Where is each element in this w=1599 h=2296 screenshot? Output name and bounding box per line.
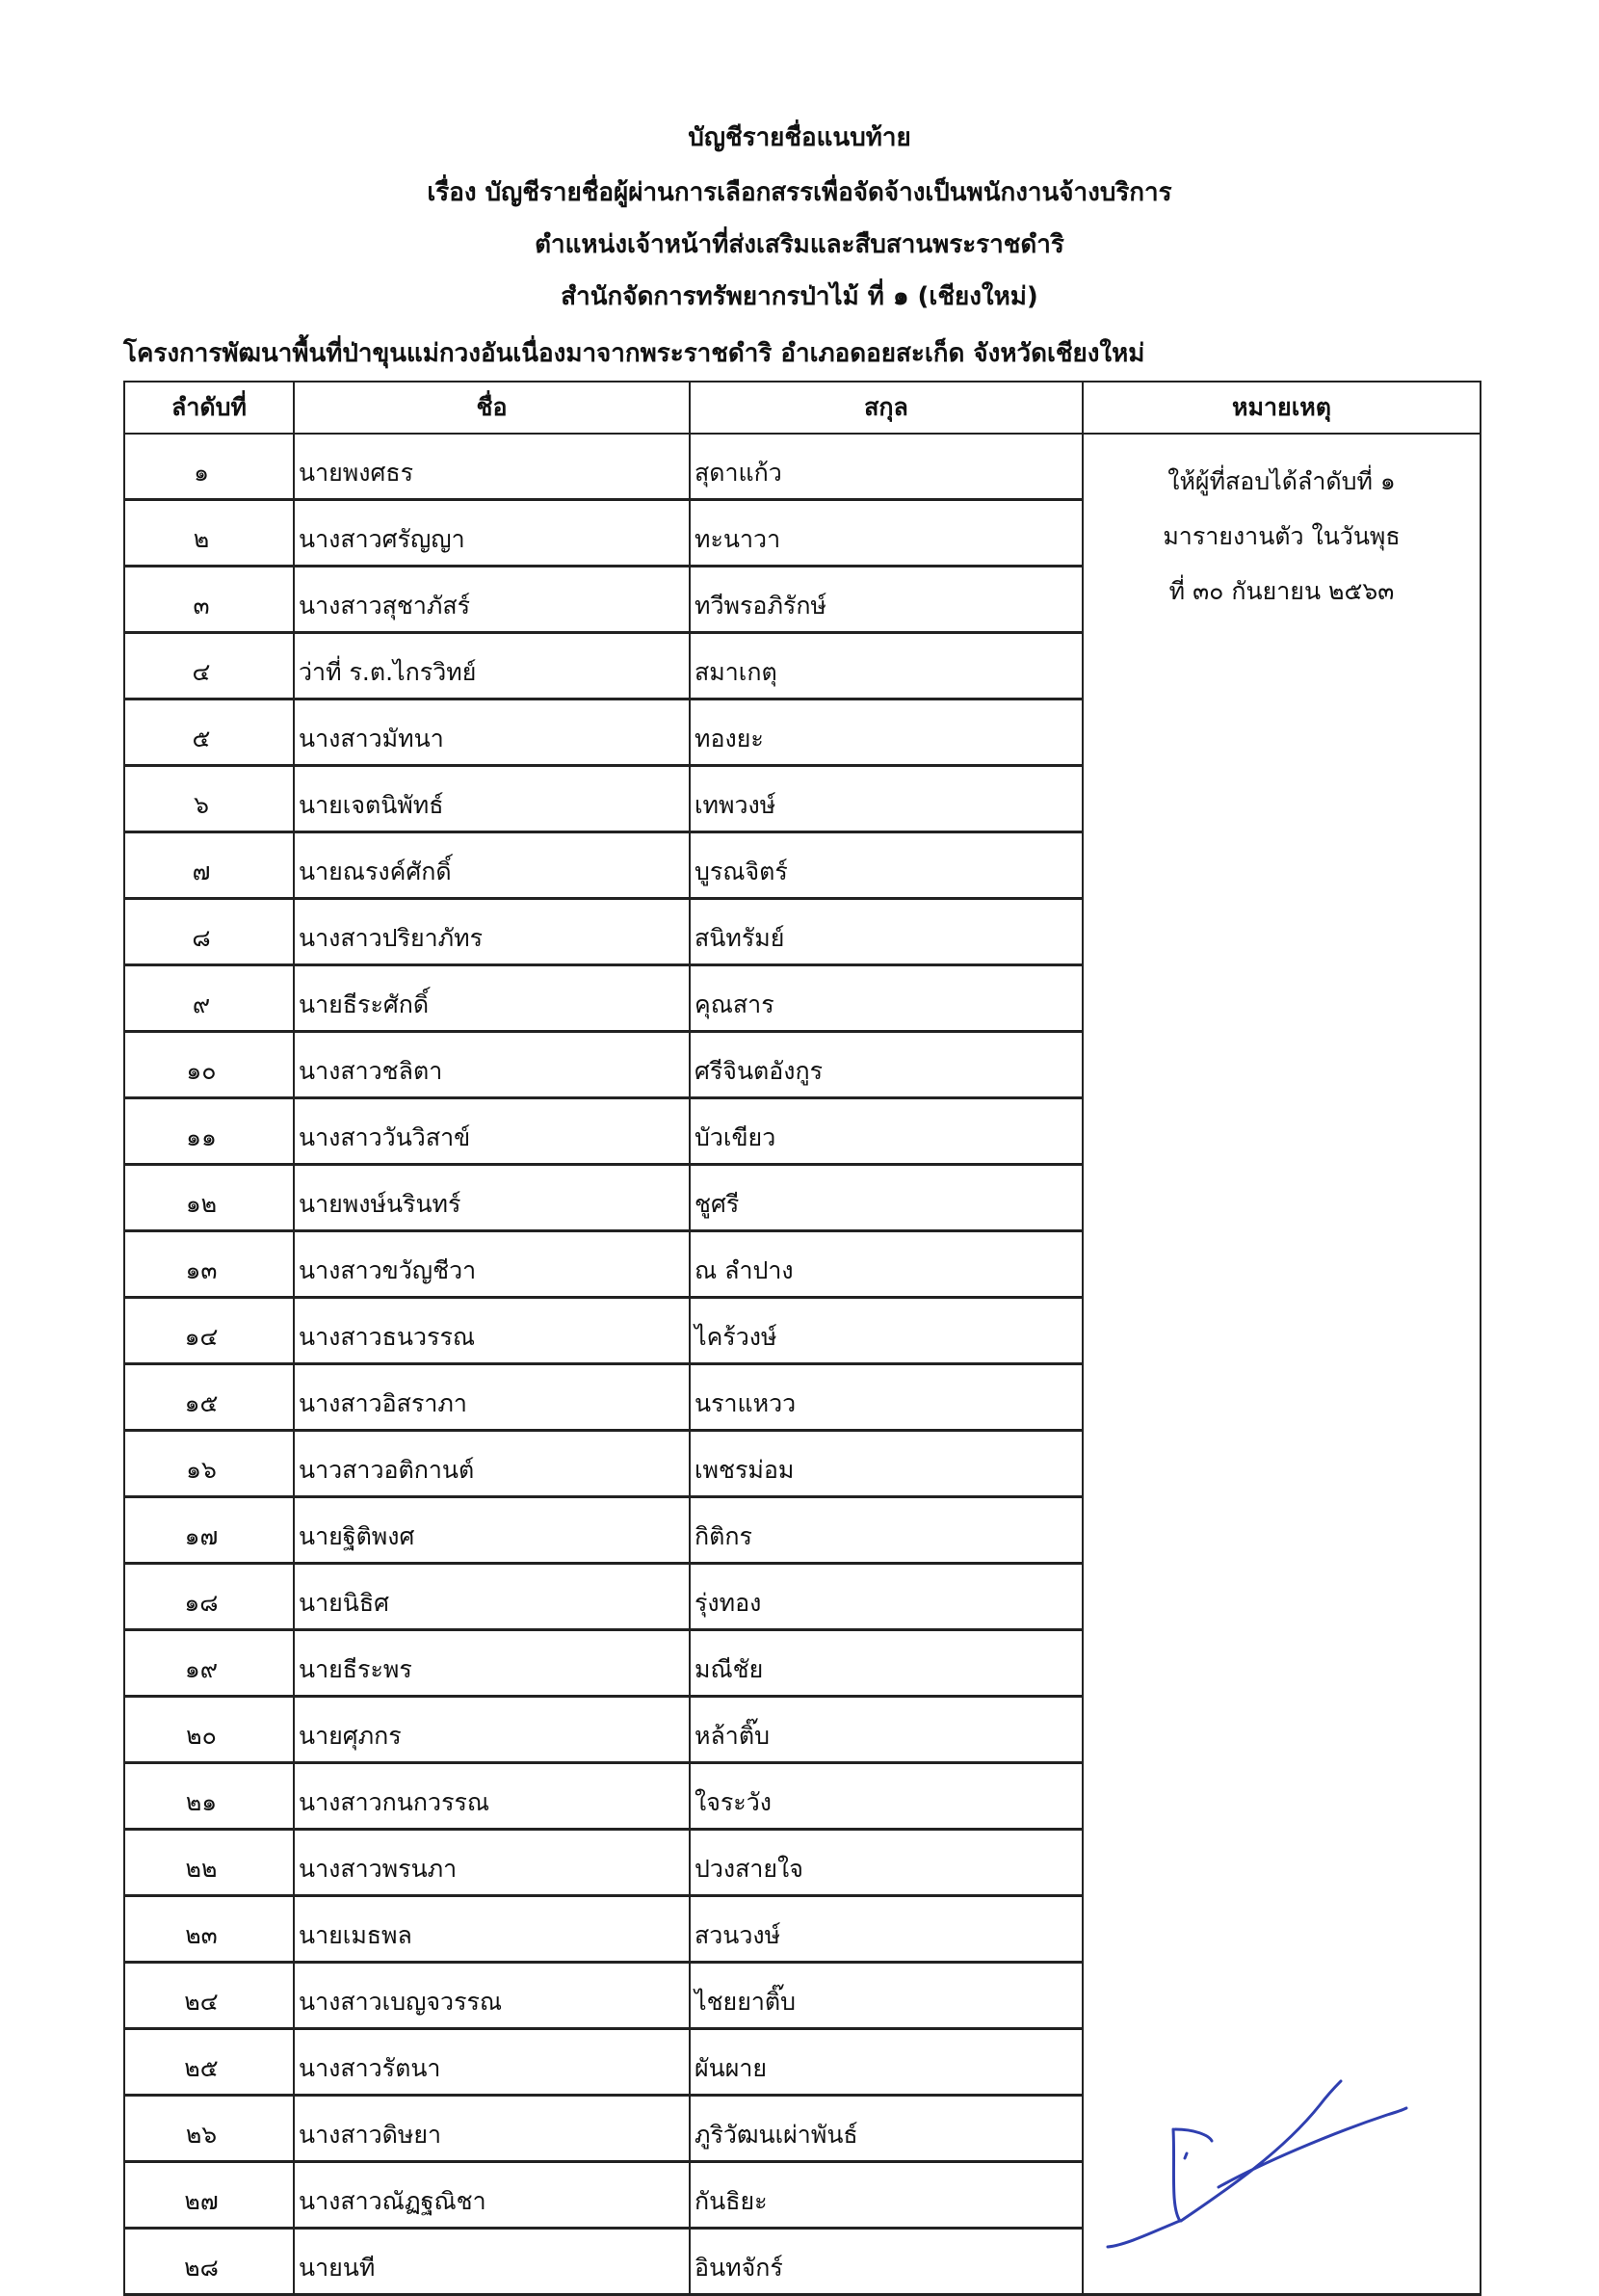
project-title: โครงการพัฒนาพื้นที่ป่าขุนแม่กวงอันเนื่องมาจากพระราชดำริ อำเภอดอยสะเก็ด จังหวัดเชียงใหม่ xyxy=(123,339,1145,368)
row-last-name: ทะนาวา xyxy=(690,500,1083,567)
row-order-number: ๔ xyxy=(124,633,294,699)
row-order-number: ๑ xyxy=(124,434,294,500)
row-last-name: ใจระวัง xyxy=(690,1763,1083,1830)
title-line-1: บัญชีรายชื่อแนบท้าย xyxy=(688,123,911,152)
column-header-order: ลำดับที่ xyxy=(124,382,294,434)
column-header-last-name: สกุล xyxy=(690,382,1083,434)
row-last-name: ไคร้วงษ์ xyxy=(690,1298,1083,1364)
row-order-number: ๑๒ xyxy=(124,1165,294,1231)
row-order-number: ๒๓ xyxy=(124,1896,294,1963)
row-order-number: ๒๕ xyxy=(124,2029,294,2096)
row-last-name: ศรีจินตอังกูร xyxy=(690,1032,1083,1098)
row-first-name: นายพงษ์นรินทร์ xyxy=(294,1165,690,1231)
row-first-name: นายธีระศักดิ์ xyxy=(294,965,690,1032)
row-first-name: นางสาวรัตนา xyxy=(294,2029,690,2096)
row-first-name: นางสาวมัทนา xyxy=(294,699,690,766)
signature-ink xyxy=(1088,2023,1416,2255)
row-first-name: นางสาวณัฏฐณิชา xyxy=(294,2162,690,2229)
row-last-name: มณีชัย xyxy=(690,1630,1083,1697)
row-first-name: นางสาวธนวรรณ xyxy=(294,1298,690,1364)
row-last-name: ชูศรี xyxy=(690,1165,1083,1231)
row-order-number: ๒๖ xyxy=(124,2096,294,2162)
row-last-name: สมาเกตุ xyxy=(690,633,1083,699)
row-first-name: นางสาวดิษยา xyxy=(294,2096,690,2162)
row-first-name: นางสาวศรัญญา xyxy=(294,500,690,567)
candidate-table xyxy=(123,381,1481,2296)
row-order-number: ๒๗ xyxy=(124,2162,294,2229)
row-order-number: ๗ xyxy=(124,832,294,899)
row-order-number: ๒๑ xyxy=(124,1763,294,1830)
row-order-number: ๒๘ xyxy=(124,2229,294,2295)
row-last-name: สวนวงษ์ xyxy=(690,1896,1083,1963)
row-first-name: นายพงศธร xyxy=(294,434,690,500)
remark-cell xyxy=(1083,434,1481,2295)
row-last-name: รุ่งทอง xyxy=(690,1564,1083,1630)
row-order-number: ๑๓ xyxy=(124,1231,294,1298)
row-order-number: ๑๗ xyxy=(124,1497,294,1564)
row-first-name: นายนที xyxy=(294,2229,690,2295)
signature xyxy=(1088,2023,1416,2258)
row-order-number: ๑๘ xyxy=(124,1564,294,1630)
row-first-name: นางสาวปริยาภัทร xyxy=(294,899,690,965)
row-first-name: นางสาวสุชาภัสร์ xyxy=(294,567,690,633)
row-last-name: ทวีพรอภิรักษ์ xyxy=(690,567,1083,633)
row-first-name: นางสาวเบญจวรรณ xyxy=(294,1963,690,2029)
row-order-number: ๕ xyxy=(124,699,294,766)
row-last-name: หล้าติ๊บ xyxy=(690,1697,1083,1763)
row-last-name: ผันผาย xyxy=(690,2029,1083,2096)
row-first-name: นายณรงค์ศักดิ์ xyxy=(294,832,690,899)
row-order-number: ๒๐ xyxy=(124,1697,294,1763)
row-order-number: ๑๐ xyxy=(124,1032,294,1098)
table-body xyxy=(124,434,1481,2295)
row-order-number: ๘ xyxy=(124,899,294,965)
row-first-name: นางสาวพรนภา xyxy=(294,1830,690,1896)
title-line-2: เรื่อง บัญชีรายชื่อผู้ผ่านการเลือกสรรเพื่อจัดจ้างเป็นพนักงานจ้างบริการ xyxy=(427,178,1172,207)
row-order-number: ๑๖ xyxy=(124,1431,294,1497)
row-first-name: นางสาวกนกวรรณ xyxy=(294,1763,690,1830)
row-first-name: นางสาวอิสราภา xyxy=(294,1364,690,1431)
row-first-name: นางสาวชลิตา xyxy=(294,1032,690,1098)
row-order-number: ๑๕ xyxy=(124,1364,294,1431)
row-last-name: ณ ลำปาง xyxy=(690,1231,1083,1298)
row-first-name: นายเมธพล xyxy=(294,1896,690,1963)
row-order-number: ๙ xyxy=(124,965,294,1032)
row-first-name: นายศุภกร xyxy=(294,1697,690,1763)
row-last-name: ภูริวัฒนเผ่าพันธ์ xyxy=(690,2096,1083,2162)
row-first-name: นายเจตนิพัทธ์ xyxy=(294,766,690,832)
row-last-name: คุณสาร xyxy=(690,965,1083,1032)
row-last-name: เพชรม่อม xyxy=(690,1431,1083,1497)
remark-line: มารายงานตัว ในวันพุธ xyxy=(1163,522,1401,550)
row-first-name: ว่าที่ ร.ต.ไกรวิทย์ xyxy=(294,633,690,699)
row-last-name: อินทจักร์ xyxy=(690,2229,1083,2295)
row-last-name: กันธิยะ xyxy=(690,2162,1083,2229)
row-last-name: ไชยยาติ๊บ xyxy=(690,1963,1083,2029)
row-order-number: ๒๔ xyxy=(124,1963,294,2029)
row-last-name: สุดาแก้ว xyxy=(690,434,1083,500)
row-first-name: นายนิธิศ xyxy=(294,1564,690,1630)
title-line-4: สำนักจัดการทรัพยากรป่าไม้ ที่ ๑ (เชียงใหม่) xyxy=(561,282,1038,311)
row-last-name: บัวเขียว xyxy=(690,1098,1083,1165)
row-order-number: ๑๑ xyxy=(124,1098,294,1165)
row-last-name: บูรณจิตร์ xyxy=(690,832,1083,899)
row-first-name: นางสาวขวัญชีวา xyxy=(294,1231,690,1298)
table-row xyxy=(124,434,1481,500)
row-first-name: นาวสาวอติกานต์ xyxy=(294,1431,690,1497)
row-order-number: ๑๙ xyxy=(124,1630,294,1697)
row-last-name: นราแหวว xyxy=(690,1364,1083,1431)
row-last-name: กิติกร xyxy=(690,1497,1083,1564)
row-order-number: ๒๒ xyxy=(124,1830,294,1896)
row-last-name: ปวงสายใจ xyxy=(690,1830,1083,1896)
row-order-number: ๑๔ xyxy=(124,1298,294,1364)
remark-line: ที่ ๓๐ กันยายน ๒๕๖๓ xyxy=(1168,577,1395,605)
row-order-number: ๖ xyxy=(124,766,294,832)
title-line-3: ตำแหน่งเจ้าหน้าที่ส่งเสริมและสืบสานพระราชดำริ xyxy=(535,230,1064,259)
remark-line: ให้ผู้ที่สอบได้ลำดับที่ ๑ xyxy=(1167,467,1396,495)
column-header-remark: หมายเหตุ xyxy=(1083,382,1481,434)
row-first-name: นายธีระพร xyxy=(294,1630,690,1697)
row-last-name: ทองยะ xyxy=(690,699,1083,766)
row-order-number: ๒ xyxy=(124,500,294,567)
row-last-name: เทพวงษ์ xyxy=(690,766,1083,832)
row-first-name: นางสาววันวิสาข์ xyxy=(294,1098,690,1165)
row-last-name: สนิทรัมย์ xyxy=(690,899,1083,965)
row-first-name: นายฐิติพงศ xyxy=(294,1497,690,1564)
row-order-number: ๓ xyxy=(124,567,294,633)
table-header-row xyxy=(124,382,1481,434)
column-header-first-name: ชื่อ xyxy=(294,382,690,434)
